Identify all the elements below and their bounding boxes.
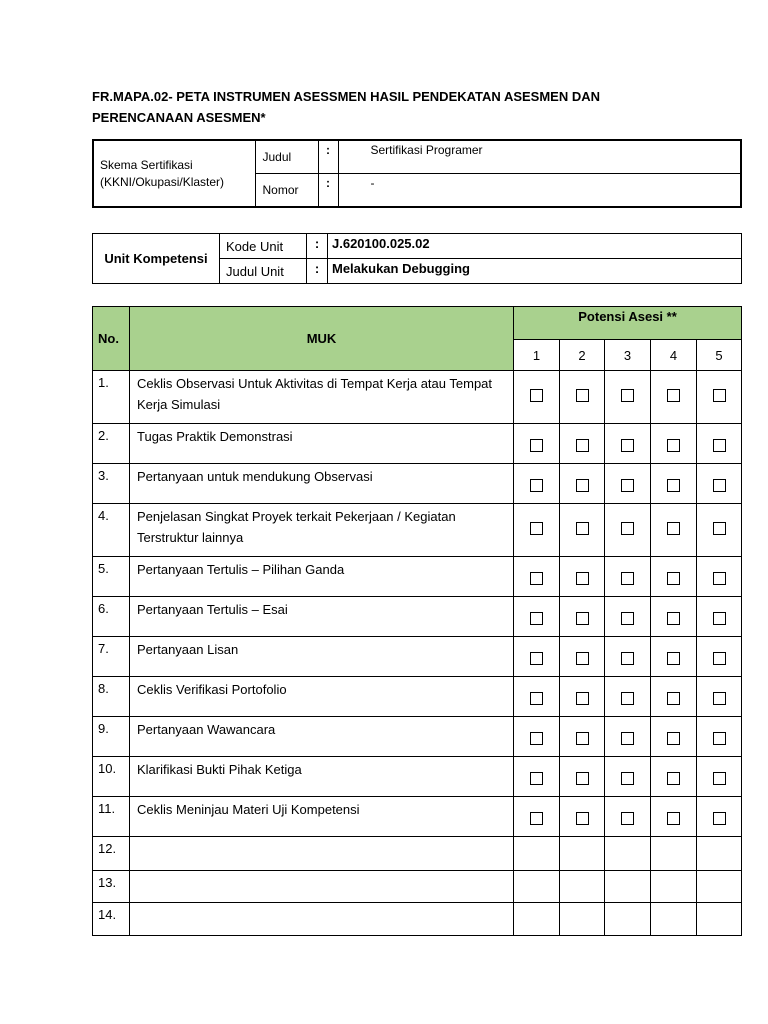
potensi-column-1: 1 bbox=[514, 340, 560, 371]
potensi-cell-4[interactable] bbox=[651, 371, 697, 424]
potensi-cell-5[interactable] bbox=[697, 637, 742, 677]
table-row bbox=[93, 797, 742, 837]
checkbox-icon[interactable] bbox=[667, 439, 680, 452]
potensi-cell-5[interactable] bbox=[697, 504, 742, 557]
unit-kompetensi-label: Unit Kompetensi bbox=[93, 234, 220, 284]
checkbox-icon[interactable] bbox=[530, 522, 543, 535]
potensi-column-4: 4 bbox=[651, 340, 697, 371]
checkbox-icon[interactable] bbox=[667, 812, 680, 825]
kode-unit-value: J.620100.025.02 bbox=[328, 234, 742, 259]
row-number: 7. bbox=[93, 637, 130, 677]
potensi-cell-5[interactable] bbox=[697, 677, 742, 717]
potensi-cell-1[interactable] bbox=[514, 717, 560, 757]
potensi-cell-5[interactable] bbox=[697, 424, 742, 464]
unit-table bbox=[92, 233, 742, 284]
table-row bbox=[93, 677, 742, 717]
muk-name bbox=[130, 871, 514, 903]
checkbox-icon[interactable] bbox=[667, 652, 680, 665]
potensi-cell-4[interactable] bbox=[651, 637, 697, 677]
checkbox-icon[interactable] bbox=[713, 652, 726, 665]
checkbox-icon[interactable] bbox=[576, 572, 589, 585]
header-potensi: Potensi Asesi ** bbox=[514, 307, 742, 340]
checkbox-icon[interactable] bbox=[713, 732, 726, 745]
checkbox-icon[interactable] bbox=[530, 479, 543, 492]
potensi-cell-4 bbox=[651, 871, 697, 903]
potensi-cell-2[interactable] bbox=[560, 557, 605, 597]
checkbox-icon[interactable] bbox=[576, 652, 589, 665]
potensi-cell-2[interactable] bbox=[560, 757, 605, 797]
checkbox-icon[interactable] bbox=[530, 389, 543, 402]
table-row bbox=[93, 424, 742, 464]
checkbox-icon[interactable] bbox=[530, 439, 543, 452]
potensi-cell-5[interactable] bbox=[697, 717, 742, 757]
colon: : bbox=[318, 174, 338, 208]
checkbox-icon[interactable] bbox=[667, 732, 680, 745]
potensi-cell-1[interactable] bbox=[514, 504, 560, 557]
checkbox-icon[interactable] bbox=[621, 439, 634, 452]
potensi-cell-3 bbox=[605, 871, 651, 903]
table-row bbox=[93, 464, 742, 504]
checkbox-icon[interactable] bbox=[713, 772, 726, 785]
potensi-cell-1[interactable] bbox=[514, 464, 560, 504]
potensi-cell-3[interactable] bbox=[605, 464, 651, 504]
potensi-cell-2[interactable] bbox=[560, 797, 605, 837]
row-number: 2. bbox=[93, 424, 130, 464]
potensi-cell-4[interactable] bbox=[651, 797, 697, 837]
checkbox-icon[interactable] bbox=[576, 522, 589, 535]
checkbox-icon[interactable] bbox=[713, 612, 726, 625]
checkbox-icon[interactable] bbox=[621, 652, 634, 665]
checkbox-icon[interactable] bbox=[621, 572, 634, 585]
judul-value: Sertifikasi Programer bbox=[338, 140, 741, 174]
muk-name: Pertanyaan Lisan bbox=[130, 637, 514, 677]
potensi-cell-4[interactable] bbox=[651, 597, 697, 637]
checkbox-icon[interactable] bbox=[667, 572, 680, 585]
checkbox-icon[interactable] bbox=[576, 439, 589, 452]
potensi-cell-1[interactable] bbox=[514, 797, 560, 837]
checkbox-icon[interactable] bbox=[576, 692, 589, 705]
muk-name: Ceklis Observasi Untuk Aktivitas di Tempat Kerja atau Tempat Kerja Simulasi bbox=[130, 371, 514, 424]
potensi-cell-1[interactable] bbox=[514, 757, 560, 797]
nomor-label: Nomor bbox=[255, 174, 318, 208]
checkbox-icon[interactable] bbox=[621, 612, 634, 625]
checkbox-icon[interactable] bbox=[576, 732, 589, 745]
potensi-cell-2[interactable] bbox=[560, 424, 605, 464]
colon: : bbox=[318, 140, 338, 174]
potensi-cell-2 bbox=[560, 871, 605, 903]
muk-name: Ceklis Meninjau Materi Uji Kompetensi bbox=[130, 797, 514, 837]
checkbox-icon[interactable] bbox=[576, 389, 589, 402]
muk-name bbox=[130, 903, 514, 936]
row-number: 5. bbox=[93, 557, 130, 597]
potensi-cell-5[interactable] bbox=[697, 557, 742, 597]
potensi-cell-5 bbox=[697, 903, 742, 936]
checkbox-icon[interactable] bbox=[530, 732, 543, 745]
checkbox-icon[interactable] bbox=[621, 522, 634, 535]
table-row bbox=[93, 557, 742, 597]
potensi-cell-4[interactable] bbox=[651, 557, 697, 597]
potensi-cell-3[interactable] bbox=[605, 424, 651, 464]
potensi-cell-1[interactable] bbox=[514, 424, 560, 464]
checkbox-icon[interactable] bbox=[713, 692, 726, 705]
potensi-cell-5 bbox=[697, 837, 742, 871]
checkbox-icon[interactable] bbox=[713, 479, 726, 492]
potensi-cell-3[interactable] bbox=[605, 797, 651, 837]
potensi-cell-4[interactable] bbox=[651, 677, 697, 717]
potensi-column-2: 2 bbox=[560, 340, 605, 371]
potensi-cell-3 bbox=[605, 837, 651, 871]
potensi-cell-2[interactable] bbox=[560, 717, 605, 757]
checkbox-icon[interactable] bbox=[713, 439, 726, 452]
table-row bbox=[93, 717, 742, 757]
potensi-cell-5 bbox=[697, 871, 742, 903]
potensi-cell-1 bbox=[514, 903, 560, 936]
checkbox-icon[interactable] bbox=[667, 389, 680, 402]
potensi-column-3: 3 bbox=[605, 340, 651, 371]
potensi-cell-4[interactable] bbox=[651, 464, 697, 504]
potensi-cell-1[interactable] bbox=[514, 557, 560, 597]
row-number: 9. bbox=[93, 717, 130, 757]
row-number: 4. bbox=[93, 504, 130, 557]
potensi-cell-3[interactable] bbox=[605, 371, 651, 424]
table-row bbox=[93, 871, 742, 903]
table-row bbox=[93, 371, 742, 424]
table-row bbox=[93, 757, 742, 797]
potensi-cell-4[interactable] bbox=[651, 504, 697, 557]
table-row bbox=[93, 597, 742, 637]
potensi-column-5: 5 bbox=[697, 340, 742, 371]
header-muk: MUK bbox=[130, 307, 514, 371]
nomor-value: - bbox=[338, 174, 741, 208]
checkbox-icon[interactable] bbox=[713, 812, 726, 825]
muk-name: Pertanyaan Wawancara bbox=[130, 717, 514, 757]
checkbox-icon[interactable] bbox=[621, 389, 634, 402]
potensi-cell-5[interactable] bbox=[697, 797, 742, 837]
checkbox-icon[interactable] bbox=[530, 612, 543, 625]
row-number: 3. bbox=[93, 464, 130, 504]
potensi-cell-2[interactable] bbox=[560, 597, 605, 637]
potensi-cell-2[interactable] bbox=[560, 504, 605, 557]
potensi-cell-4 bbox=[651, 903, 697, 936]
potensi-cell-1[interactable] bbox=[514, 677, 560, 717]
judul-unit-value: Melakukan Debugging bbox=[328, 259, 742, 284]
row-number: 12. bbox=[93, 837, 130, 871]
checkbox-icon[interactable] bbox=[667, 772, 680, 785]
checkbox-icon[interactable] bbox=[530, 812, 543, 825]
muk-name: Tugas Praktik Demonstrasi bbox=[130, 424, 514, 464]
potensi-cell-4[interactable] bbox=[651, 424, 697, 464]
checkbox-icon[interactable] bbox=[621, 812, 634, 825]
potensi-cell-2 bbox=[560, 837, 605, 871]
judul-unit-label: Judul Unit bbox=[220, 259, 307, 284]
potensi-cell-5[interactable] bbox=[697, 757, 742, 797]
checkbox-icon[interactable] bbox=[621, 772, 634, 785]
row-number: 11. bbox=[93, 797, 130, 837]
potensi-cell-5[interactable] bbox=[697, 597, 742, 637]
table-row bbox=[93, 903, 742, 936]
kode-unit-label: Kode Unit bbox=[220, 234, 307, 259]
row-number: 8. bbox=[93, 677, 130, 717]
potensi-cell-2 bbox=[560, 903, 605, 936]
checkbox-icon[interactable] bbox=[576, 772, 589, 785]
checkbox-icon[interactable] bbox=[576, 812, 589, 825]
table-row bbox=[93, 504, 742, 557]
checkbox-icon[interactable] bbox=[713, 522, 726, 535]
potensi-cell-4 bbox=[651, 837, 697, 871]
checkbox-icon[interactable] bbox=[713, 572, 726, 585]
table-row bbox=[93, 637, 742, 677]
checkbox-icon[interactable] bbox=[576, 612, 589, 625]
header-no: No. bbox=[93, 307, 130, 371]
potensi-cell-5[interactable] bbox=[697, 371, 742, 424]
checkbox-icon[interactable] bbox=[667, 522, 680, 535]
potensi-cell-1 bbox=[514, 871, 560, 903]
skema-label: Skema Sertifikasi (KKNI/Okupasi/Klaster) bbox=[93, 140, 255, 207]
potensi-cell-3[interactable] bbox=[605, 557, 651, 597]
potensi-cell-1[interactable] bbox=[514, 371, 560, 424]
row-number: 6. bbox=[93, 597, 130, 637]
table-row bbox=[93, 837, 742, 871]
potensi-cell-4[interactable] bbox=[651, 717, 697, 757]
muk-name: Pertanyaan untuk mendukung Observasi bbox=[130, 464, 514, 504]
potensi-cell-2[interactable] bbox=[560, 371, 605, 424]
judul-label: Judul bbox=[255, 140, 318, 174]
muk-name: Klarifikasi Bukti Pihak Ketiga bbox=[130, 757, 514, 797]
muk-name bbox=[130, 837, 514, 871]
potensi-cell-3[interactable] bbox=[605, 637, 651, 677]
potensi-cell-2[interactable] bbox=[560, 677, 605, 717]
potensi-cell-2[interactable] bbox=[560, 464, 605, 504]
row-number: 13. bbox=[93, 871, 130, 903]
checkbox-icon[interactable] bbox=[530, 772, 543, 785]
form-title: FR.MAPA.02- PETA INSTRUMEN ASESSMEN HASIL PENDEKATAN ASESMEN DAN PERENCANAAN ASESMEN* bbox=[92, 89, 601, 125]
row-number: 14. bbox=[93, 903, 130, 936]
checkbox-icon[interactable] bbox=[667, 479, 680, 492]
muk-name: Penjelasan Singkat Proyek terkait Pekerjaan / Kegiatan Terstruktur lainnya bbox=[130, 504, 514, 557]
skema-table bbox=[92, 139, 742, 208]
muk-name: Ceklis Verifikasi Portofolio bbox=[130, 677, 514, 717]
potensi-cell-1 bbox=[514, 837, 560, 871]
checkbox-icon[interactable] bbox=[576, 479, 589, 492]
checkbox-icon[interactable] bbox=[621, 692, 634, 705]
potensi-cell-1[interactable] bbox=[514, 637, 560, 677]
potensi-cell-3 bbox=[605, 903, 651, 936]
potensi-cell-4[interactable] bbox=[651, 757, 697, 797]
row-number: 1. bbox=[93, 371, 130, 424]
muk-name: Pertanyaan Tertulis – Pilihan Ganda bbox=[130, 557, 514, 597]
potensi-cell-3[interactable] bbox=[605, 717, 651, 757]
checkbox-icon[interactable] bbox=[667, 692, 680, 705]
row-number: 10. bbox=[93, 757, 130, 797]
checkbox-icon[interactable] bbox=[621, 479, 634, 492]
colon: : bbox=[307, 234, 328, 259]
potensi-cell-3[interactable] bbox=[605, 677, 651, 717]
checkbox-icon[interactable] bbox=[530, 572, 543, 585]
checkbox-icon[interactable] bbox=[621, 732, 634, 745]
potensi-cell-5[interactable] bbox=[697, 464, 742, 504]
potensi-cell-3[interactable] bbox=[605, 597, 651, 637]
checkbox-icon[interactable] bbox=[530, 652, 543, 665]
checkbox-icon[interactable] bbox=[530, 692, 543, 705]
potensi-cell-2[interactable] bbox=[560, 637, 605, 677]
checkbox-icon[interactable] bbox=[713, 389, 726, 402]
colon: : bbox=[307, 259, 328, 284]
checkbox-icon[interactable] bbox=[667, 612, 680, 625]
potensi-cell-3[interactable] bbox=[605, 757, 651, 797]
muk-name: Pertanyaan Tertulis – Esai bbox=[130, 597, 514, 637]
muk-table bbox=[92, 306, 742, 936]
potensi-cell-1[interactable] bbox=[514, 597, 560, 637]
potensi-cell-3[interactable] bbox=[605, 504, 651, 557]
